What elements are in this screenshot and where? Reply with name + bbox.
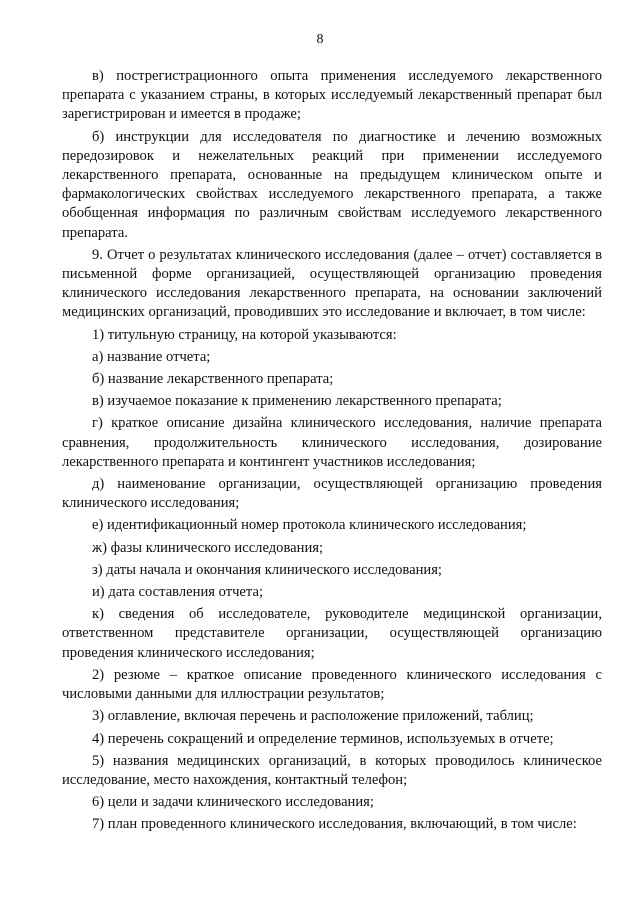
list-item-drug-name: б) название лекарственного препарата; xyxy=(92,371,334,388)
list-item-phases: ж) фазы клинического исследования; xyxy=(92,539,324,556)
paragraph-v-post-registration: в) пострегистрационного опыта применения исследуемого лекарственного препарата с указанием страны, в которых исследуемый лекарственный препарат был зарегистрирован и имеется в продаже; xyxy=(62,68,602,123)
list-item-summary: 2) резюме – краткое описание проведенного клинического исследования с числовыми данными для иллюстрации результатов; xyxy=(62,666,602,703)
list-item-protocol-id: е) идентификационный номер протокола клинического исследования; xyxy=(92,517,527,534)
list-item-goals: 6) цели и задачи клинического исследования; xyxy=(92,794,374,811)
list-item-table-of-contents: 3) оглавление, включая перечень и расположение приложений, таблиц; xyxy=(92,708,534,725)
list-item-design-description: г) краткое описание дизайна клинического исследования, наличие препарата сравнения, продолжительность клинического исследования, дозирование лекарственного препарата и контингент участников исследования; xyxy=(62,415,602,470)
list-item-title-page: 1) титульную страницу, на которой указываются: xyxy=(92,326,397,343)
list-item-report-date: и) дата составления отчета; xyxy=(92,584,263,601)
list-item-study-plan: 7) план проведенного клинического исследования, включающий, в том числе: xyxy=(92,816,577,833)
list-item-investigator-info: к) сведения об исследователе, руководителе медицинской организации, ответственном представителе организации, осуществляющей организацию проведения клинического исследования; xyxy=(62,606,602,661)
page-number: 8 xyxy=(316,32,324,47)
list-item-medical-organizations: 5) названия медицинских организаций, в которых проводилось клиническое исследование, место нахождения, контактный телефон; xyxy=(62,752,602,788)
paragraph-9-report: 9. Отчет о результатах клинического исследования (далее – отчет) составляется в письменной форме организацией, осуществляющей организацию проведения клинического исследования лекарственного препарата, на основании заключений медицинских организаций, проводивших это исследование и включает, в том числе: xyxy=(62,246,602,321)
document-body xyxy=(62,67,602,835)
paragraph-b-investigator-instructions: б) инструкции для исследователя по диагностике и лечению возможных передозировок и нежелательных реакций при применении исследуемого лекарственного препарата, основанные на предыдущем клиническом опыте и фармакологических свойствах исследуемого лекарственного препарата, а также обобщенная информация по различным свойствам исследуемого лекарственного препарата. xyxy=(62,128,602,241)
list-item-dates: з) даты начала и окончания клинического исследования; xyxy=(92,561,442,578)
list-item-report-name: а) название отчета; xyxy=(92,348,211,365)
list-item-indication: в) изучаемое показание к применению лекарственного препарата; xyxy=(92,393,502,410)
list-item-organization-name: д) наименование организации, осуществляющей организацию проведения клинического исследования; xyxy=(62,476,602,512)
list-item-abbreviations: 4) перечень сокращений и определение терминов, используемых в отчете; xyxy=(92,730,554,747)
